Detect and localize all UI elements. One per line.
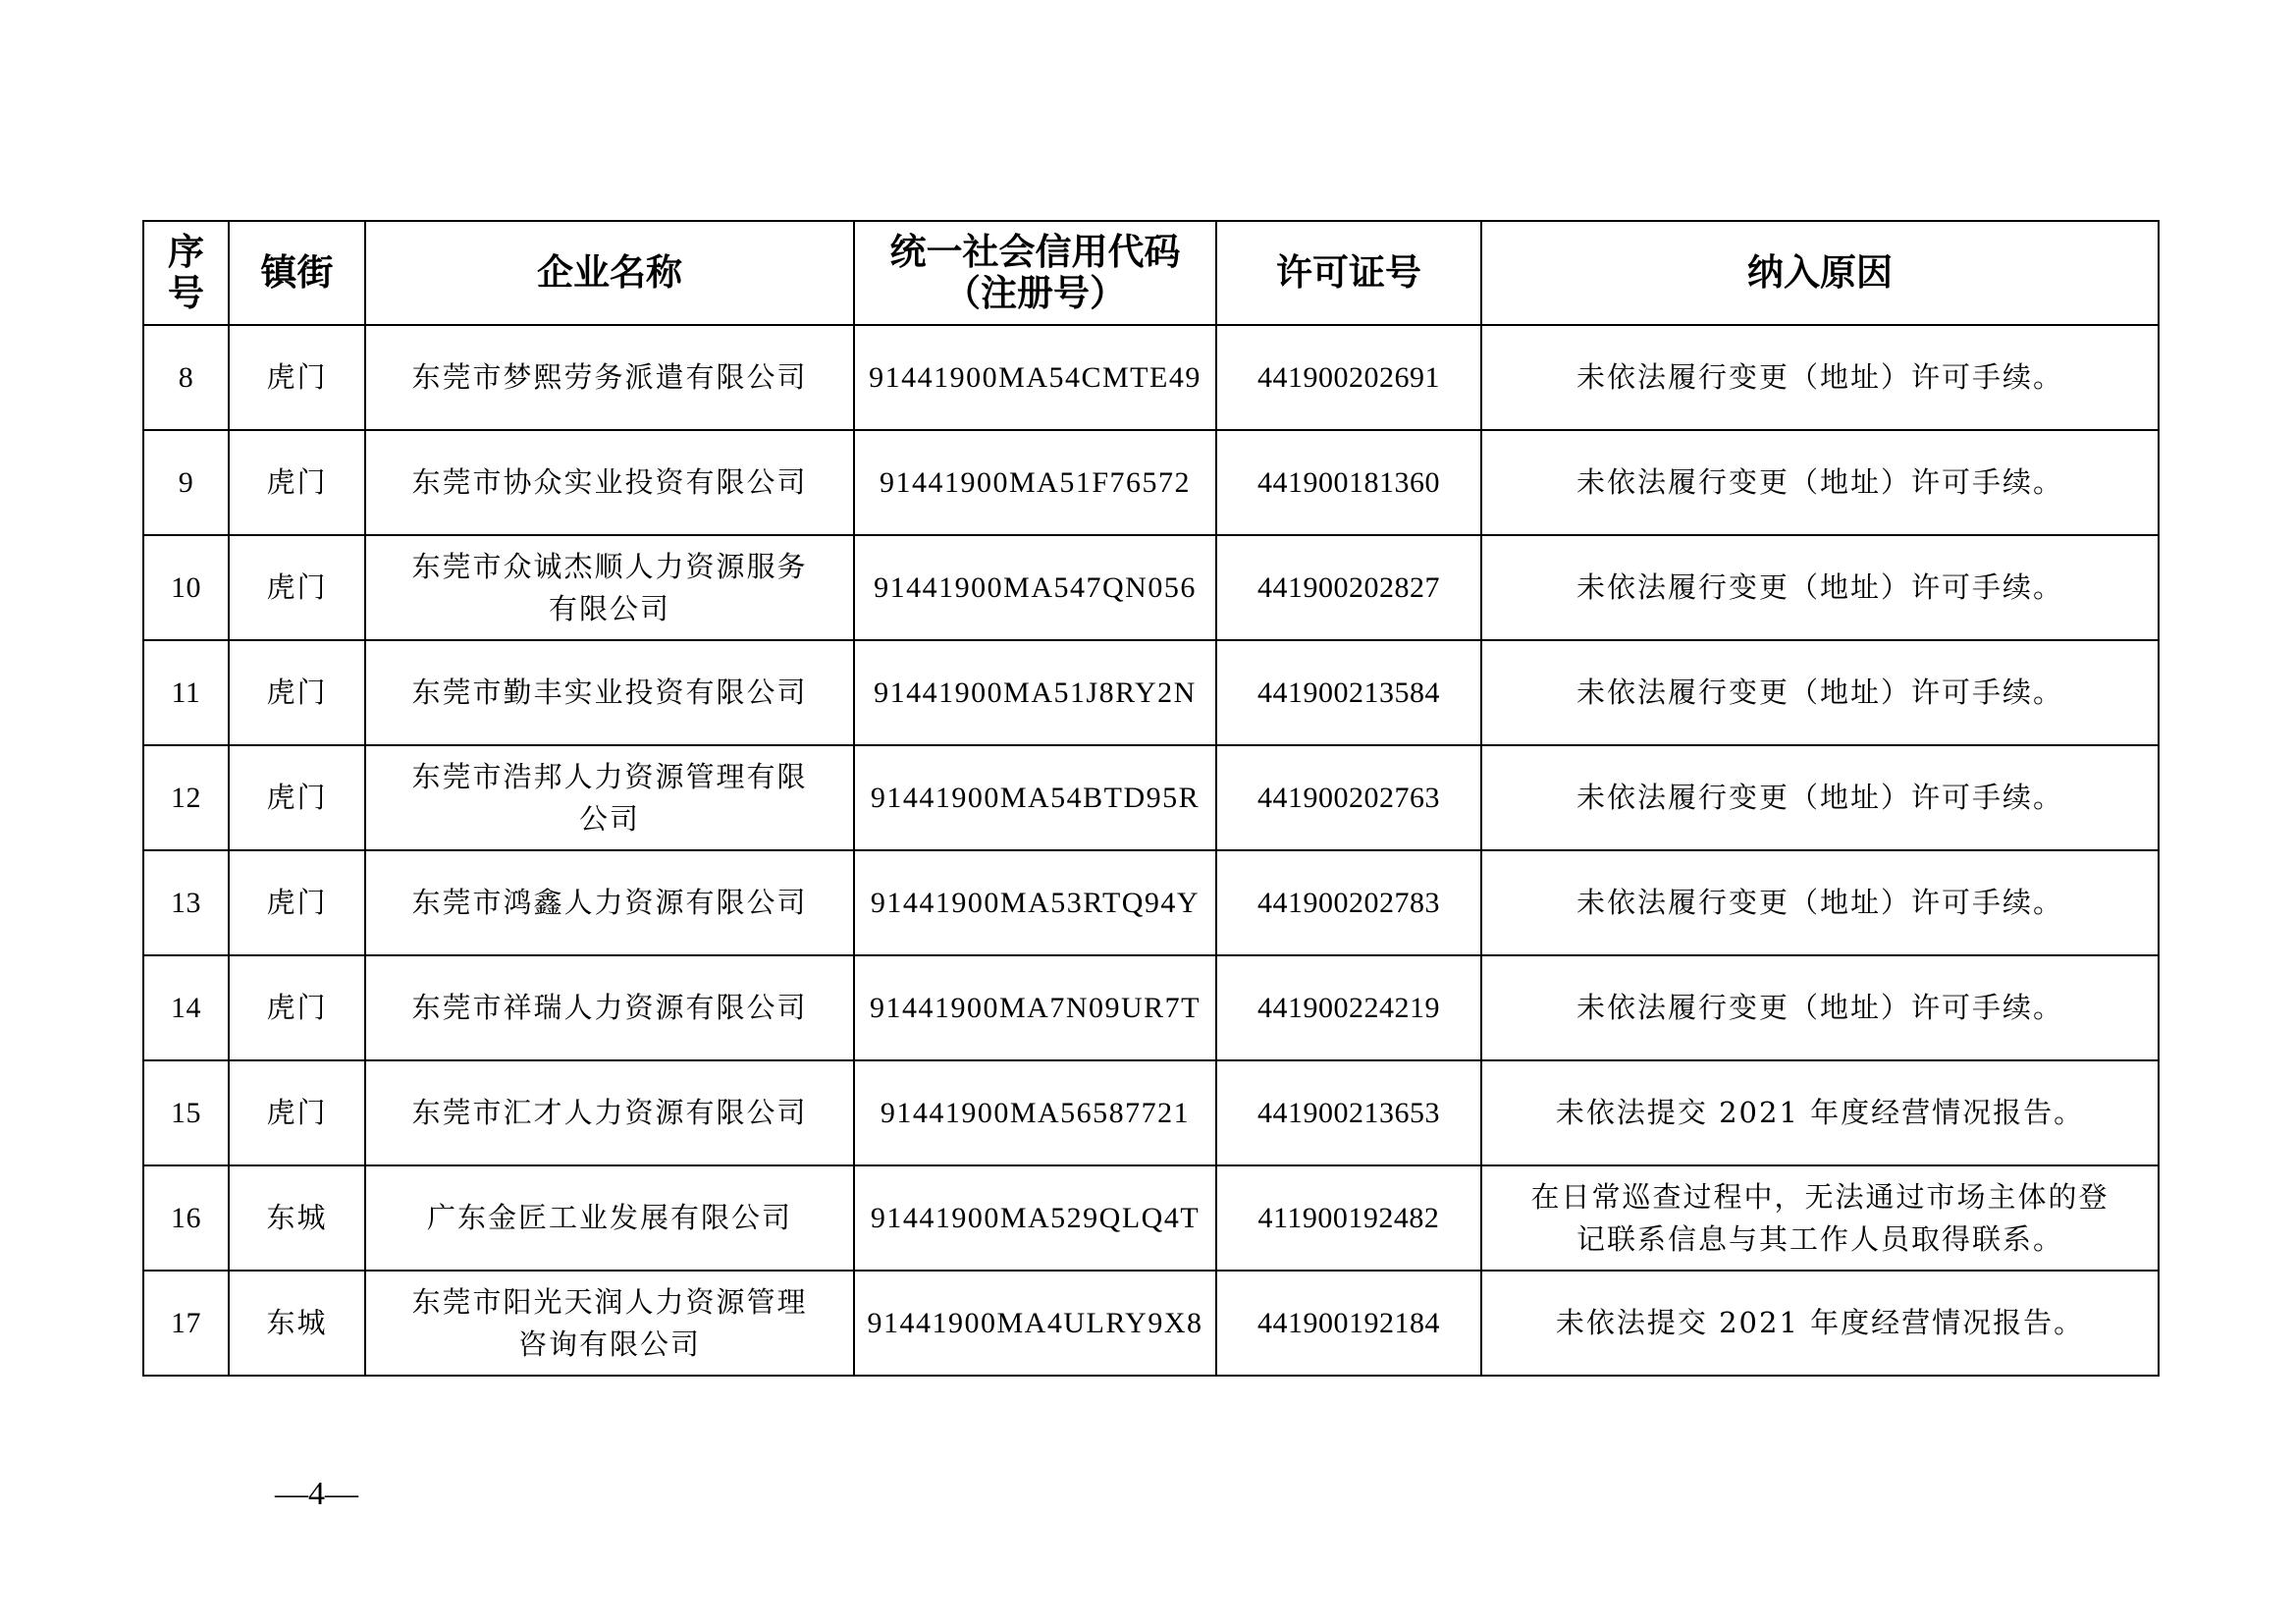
table-header — [143, 221, 2159, 325]
cell-code: 91441900MA54BTD95R — [854, 745, 1216, 850]
header-name: 企业名称 — [365, 221, 854, 325]
cell-reason — [1481, 1165, 2159, 1271]
table-row — [143, 430, 2159, 535]
cell-reason — [1481, 745, 2159, 850]
cell-town: 东城 — [229, 1165, 365, 1271]
cell-name-line2: 公司 — [578, 801, 640, 836]
cell-seq: 16 — [143, 1165, 229, 1271]
cell-reason — [1481, 955, 2159, 1060]
cell-code: 91441900MA51J8RY2N — [854, 640, 1216, 745]
cell-code: 91441900MA56587721 — [854, 1060, 1216, 1165]
header-town: 镇街 — [229, 221, 365, 325]
cell-reason-line1: 未依法履行变更（地址）许可手续。 — [1575, 676, 2063, 709]
cell-name — [365, 535, 854, 640]
cell-reason-line1: 未依法履行变更（地址）许可手续。 — [1575, 360, 2063, 394]
cell-name — [365, 745, 854, 850]
cell-name-line1: 广东金匠工业发展有限公司 — [426, 1201, 792, 1234]
cell-name — [365, 850, 854, 955]
cell-code: 91441900MA51F76572 — [854, 430, 1216, 535]
cell-reason — [1481, 325, 2159, 430]
cell-town: 虎门 — [229, 535, 365, 640]
cell-name — [365, 955, 854, 1060]
table-row — [143, 640, 2159, 745]
header-code-line2: （注册号） — [944, 272, 1126, 314]
header-seq-line1: 序 — [168, 231, 204, 273]
cell-license: 411900192482 — [1216, 1165, 1481, 1271]
cell-license: 441900202783 — [1216, 850, 1481, 955]
table-row — [143, 955, 2159, 1060]
cell-name — [365, 1271, 854, 1376]
cell-town: 虎门 — [229, 640, 365, 745]
cell-name-line1: 东莞市汇才人力资源有限公司 — [411, 1096, 808, 1129]
header-code — [854, 221, 1216, 325]
cell-reason-line1: 未依法履行变更（地址）许可手续。 — [1575, 991, 2063, 1024]
cell-license: 441900181360 — [1216, 430, 1481, 535]
cell-name-line1: 东莞市勤丰实业投资有限公司 — [411, 676, 808, 709]
cell-seq: 9 — [143, 430, 229, 535]
table-row — [143, 1060, 2159, 1165]
cell-reason-line1: 未依法履行变更（地址）许可手续。 — [1575, 781, 2063, 814]
table-body — [143, 325, 2159, 1376]
cell-license: 441900202691 — [1216, 325, 1481, 430]
cell-name-line1: 东莞市浩邦人力资源管理有限 — [411, 759, 808, 793]
header-reason: 纳入原因 — [1481, 221, 2159, 325]
cell-reason-line1: 未依法履行变更（地址）许可手续。 — [1575, 465, 2063, 499]
cell-seq: 15 — [143, 1060, 229, 1165]
cell-name-line1: 东莞市阳光天润人力资源管理 — [411, 1284, 808, 1319]
cell-reason-line2: 记联系信息与其工作人员取得联系。 — [1575, 1221, 2063, 1256]
cell-town: 虎门 — [229, 850, 365, 955]
cell-town: 东城 — [229, 1271, 365, 1376]
cell-license: 441900192184 — [1216, 1271, 1481, 1376]
table-row — [143, 850, 2159, 955]
cell-seq: 12 — [143, 745, 229, 850]
table-row — [143, 1271, 2159, 1376]
table-row — [143, 1165, 2159, 1271]
cell-name — [365, 325, 854, 430]
table-row — [143, 745, 2159, 850]
cell-town: 虎门 — [229, 955, 365, 1060]
cell-code: 91441900MA529QLQ4T — [854, 1165, 1216, 1271]
cell-name-line1: 东莞市梦熙劳务派遣有限公司 — [411, 360, 808, 394]
cell-reason-line1: 未依法履行变更（地址）许可手续。 — [1575, 886, 2063, 919]
cell-code: 91441900MA53RTQ94Y — [854, 850, 1216, 955]
cell-reason — [1481, 640, 2159, 745]
cell-name-line2: 有限公司 — [548, 591, 670, 625]
table-row — [143, 325, 2159, 430]
cell-reason — [1481, 1271, 2159, 1376]
header-seq — [143, 221, 229, 325]
cell-code: 91441900MA547QN056 — [854, 535, 1216, 640]
cell-code: 91441900MA7N09UR7T — [854, 955, 1216, 1060]
cell-name-line1: 东莞市鸿鑫人力资源有限公司 — [411, 886, 808, 919]
cell-reason — [1481, 1060, 2159, 1165]
cell-seq: 10 — [143, 535, 229, 640]
cell-seq: 13 — [143, 850, 229, 955]
cell-code: 91441900MA54CMTE49 — [854, 325, 1216, 430]
cell-town: 虎门 — [229, 1060, 365, 1165]
header-code-line1: 统一社会信用代码 — [889, 231, 1181, 273]
cell-reason-line1: 未依法提交 2021 年度经营情况报告。 — [1555, 1306, 2085, 1339]
cell-reason-line1: 未依法提交 2021 年度经营情况报告。 — [1555, 1096, 2085, 1129]
cell-seq: 14 — [143, 955, 229, 1060]
cell-name-line1: 东莞市众诚杰顺人力资源服务 — [411, 549, 808, 583]
cell-license: 441900202827 — [1216, 535, 1481, 640]
cell-reason — [1481, 535, 2159, 640]
cell-seq: 17 — [143, 1271, 229, 1376]
cell-license: 441900213653 — [1216, 1060, 1481, 1165]
cell-reason — [1481, 430, 2159, 535]
page-number: —4— — [275, 1476, 358, 1512]
cell-code: 91441900MA4ULRY9X8 — [854, 1271, 1216, 1376]
cell-license: 441900213584 — [1216, 640, 1481, 745]
cell-name — [365, 1060, 854, 1165]
cell-name — [365, 1165, 854, 1271]
cell-town: 虎门 — [229, 325, 365, 430]
cell-license: 441900224219 — [1216, 955, 1481, 1060]
cell-name — [365, 640, 854, 745]
cell-reason — [1481, 850, 2159, 955]
cell-name-line1: 东莞市协众实业投资有限公司 — [411, 465, 808, 499]
header-row — [143, 221, 2159, 325]
header-seq-line2: 号 — [168, 272, 204, 314]
cell-reason-line1: 未依法履行变更（地址）许可手续。 — [1575, 570, 2063, 604]
cell-seq: 8 — [143, 325, 229, 430]
cell-name — [365, 430, 854, 535]
cell-town: 虎门 — [229, 745, 365, 850]
table-row — [143, 535, 2159, 640]
cell-license: 441900202763 — [1216, 745, 1481, 850]
cell-reason-line1: 在日常巡查过程中，无法通过市场主体的登 — [1530, 1179, 2109, 1214]
cell-name-line1: 东莞市祥瑞人力资源有限公司 — [411, 991, 808, 1024]
cell-town: 虎门 — [229, 430, 365, 535]
cell-seq: 11 — [143, 640, 229, 745]
cell-name-line2: 咨询有限公司 — [517, 1326, 701, 1361]
header-license: 许可证号 — [1216, 221, 1481, 325]
enterprise-list-table — [142, 220, 2160, 1377]
